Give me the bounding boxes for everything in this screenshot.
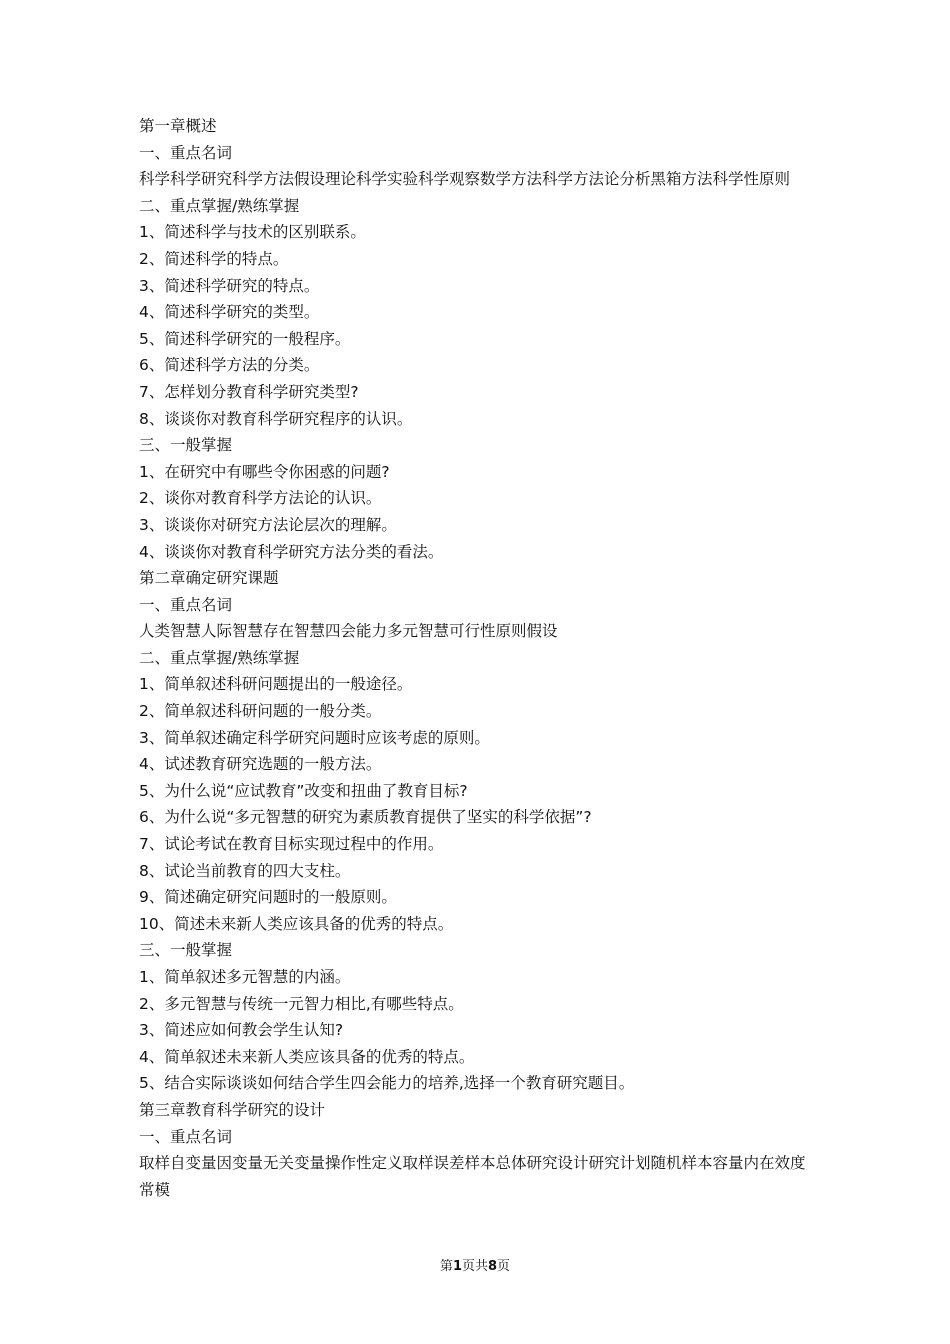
question-item: 3、简述应如何教会学生认知? (139, 1021, 344, 1040)
question-item: 6、简述科学方法的分类。 (139, 356, 320, 375)
question-item: 1、在研究中有哪些令你困惑的问题? (139, 462, 390, 481)
question-item: 3、简述科学研究的特点。 (139, 276, 320, 295)
section-heading: 三、一般掌握 (139, 436, 233, 455)
question-item: 1、简述科学与技术的区别联系。 (139, 223, 366, 242)
chapter-heading: 第二章确定研究课题 (139, 569, 279, 588)
key-terms-paragraph: 人类智慧人际智慧存在智慧四会能力多元智慧可行性原则假设 (139, 622, 558, 641)
question-item: 8、谈谈你对教育科学研究程序的认识。 (139, 409, 413, 428)
question-item: 3、简单叙述确定科学研究问题时应该考虑的原则。 (139, 728, 490, 747)
document-body (139, 113, 819, 1203)
question-item: 2、简单叙述科研问题的一般分类。 (139, 702, 382, 721)
key-terms-paragraph: 科学科学研究科学方法假设理论科学实验科学观察数学方法科学方法论分析黑箱方法科学性原则 (139, 170, 791, 189)
footer-prefix: 第 (439, 1259, 453, 1274)
question-item: 2、简述科学的特点。 (139, 249, 289, 268)
chapter-heading: 第一章概述 (139, 117, 217, 135)
total-page-number: 8 (488, 1259, 498, 1274)
page-footer (0, 1255, 950, 1274)
footer-middle: 页共 (461, 1259, 488, 1274)
question-item: 7、试论考试在教育目标实现过程中的作用。 (139, 835, 444, 854)
question-item: 4、简述科学研究的类型。 (139, 303, 320, 322)
key-terms-paragraph: 取样自变量因变量无关变量操作性定义取样误差样本总体研究设计研究计划随机样本容量内在效度常模 (139, 1154, 806, 1199)
current-page-number: 1 (452, 1259, 462, 1274)
question-item: 5、为什么说“应试教育”改变和扭曲了教育目标? (139, 781, 468, 800)
question-item: 9、简述确定研究问题时的一般原则。 (139, 888, 397, 907)
question-item: 7、怎样划分教育科学研究类型? (139, 382, 359, 401)
question-item: 3、谈谈你对研究方法论层次的理解。 (139, 515, 397, 534)
question-item: 6、为什么说“多元智慧的研究为素质教育提供了坚实的科学依据”? (139, 808, 592, 827)
question-item: 4、简单叙述未来新人类应该具备的优秀的特点。 (139, 1047, 475, 1066)
question-item: 10、简述未来新人类应该具备的优秀的特点。 (139, 914, 454, 933)
section-heading: 一、重点名词 (139, 1127, 233, 1146)
section-heading: 一、重点名词 (139, 595, 233, 614)
question-item: 1、简单叙述多元智慧的内涵。 (139, 968, 351, 986)
footer-suffix: 页 (497, 1259, 511, 1274)
question-item: 2、谈你对教育科学方法论的认识。 (139, 489, 382, 508)
question-item: 5、简述科学研究的一般程序。 (139, 329, 351, 348)
section-heading: 三、一般掌握 (139, 941, 233, 960)
chapter-heading: 第三章教育科学研究的设计 (139, 1100, 326, 1119)
question-item: 4、谈谈你对教育科学研究方法分类的看法。 (139, 542, 444, 561)
question-item: 1、简单叙述科研问题提出的一般途径。 (139, 675, 413, 694)
section-heading: 二、重点掌握/熟练掌握 (139, 196, 300, 215)
section-heading: 二、重点掌握/熟练掌握 (139, 648, 300, 667)
question-item: 2、多元智慧与传统一元智力相比,有哪些特点。 (139, 994, 464, 1013)
question-item: 8、试论当前教育的四大支柱。 (139, 861, 351, 880)
question-item: 4、试述教育研究选题的一般方法。 (139, 755, 382, 774)
question-item: 5、结合实际谈谈如何结合学生四会能力的培养,选择一个教育研究题目。 (139, 1074, 635, 1093)
section-heading: 一、重点名词 (139, 143, 233, 162)
